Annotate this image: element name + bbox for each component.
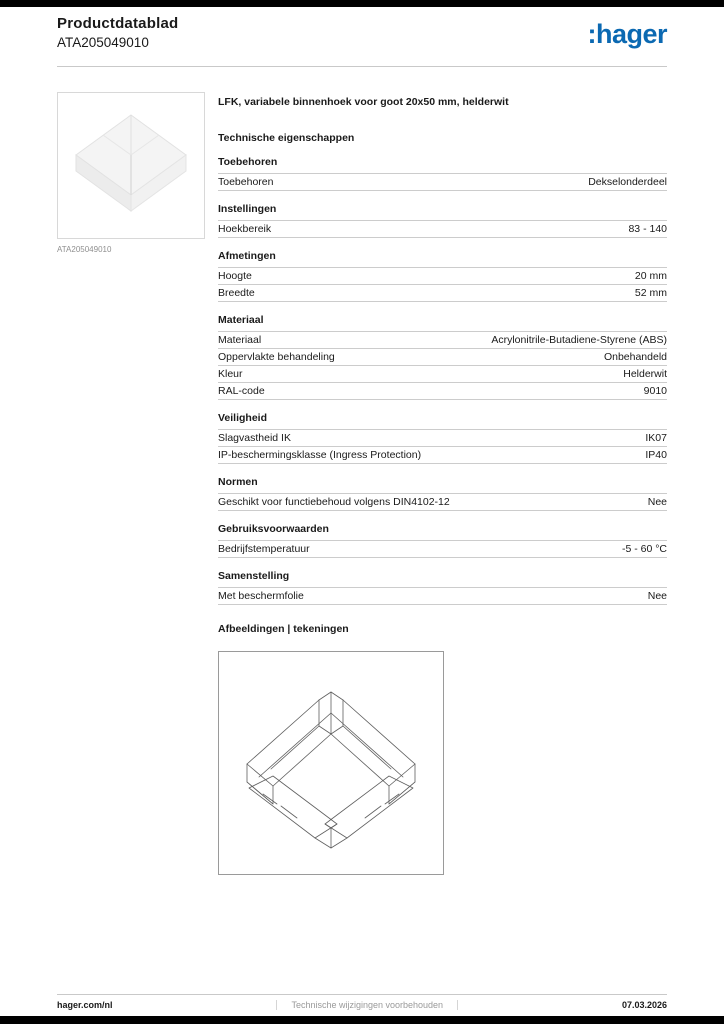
spec-row (218, 267, 667, 284)
product-photo-image (58, 93, 204, 238)
spec-row (218, 173, 667, 191)
spec-row (218, 493, 667, 511)
section-heading: Instellingen (218, 203, 277, 215)
product-photo-caption: ATA205049010 (57, 245, 112, 254)
spec-label: Oppervlakte behandeling (218, 350, 335, 363)
footer-website-link[interactable]: hager.com/nl (57, 1000, 113, 1010)
spec-value: 20 mm (634, 269, 667, 282)
spec-section (218, 156, 667, 191)
section-heading: Normen (218, 476, 258, 488)
product-description-title: LFK, variabele binnenhoek voor goot 20x50 mm, helderwit (218, 96, 509, 108)
spec-label: Bedrijfstemperatuur (218, 542, 310, 555)
product-photo (57, 92, 205, 239)
spec-row (218, 540, 667, 558)
spec-row (218, 220, 667, 238)
spec-value: Acrylonitrile-Butadiene-Styrene (ABS) (491, 333, 667, 346)
top-black-bar (0, 0, 724, 7)
product-id: ATA205049010 (57, 35, 149, 50)
spec-value: 52 mm (634, 286, 667, 299)
spec-label: IP-beschermingsklasse (Ingress Protection) (218, 448, 422, 461)
spec-value: IK07 (645, 431, 667, 444)
spec-section (218, 250, 667, 302)
images-drawings-heading: Afbeeldingen | tekeningen (218, 623, 349, 635)
spec-value: Helderwit (623, 367, 667, 380)
spec-row (218, 429, 667, 446)
spec-section (218, 476, 667, 511)
spec-value: IP40 (645, 448, 667, 461)
spec-row (218, 365, 667, 382)
spec-row (218, 284, 667, 302)
section-heading: Toebehoren (218, 156, 278, 168)
spec-value: Nee (647, 495, 667, 508)
spec-section (218, 412, 667, 464)
spec-value: -5 - 60 °C (621, 542, 667, 555)
section-heading: Veiligheid (218, 412, 268, 424)
spec-row (218, 382, 667, 400)
technical-drawing-frame (218, 651, 444, 875)
footer-disclaimer: Technische wijzigingen voorbehouden (276, 1000, 458, 1010)
technical-drawing (219, 652, 443, 874)
page-header (57, 15, 667, 63)
spec-label: Slagvastheid IK (218, 431, 291, 444)
spec-value: 83 - 140 (628, 222, 667, 235)
section-heading: Afmetingen (218, 250, 276, 262)
section-heading: Samenstelling (218, 570, 290, 582)
document-type-title: Productdatablad (57, 15, 179, 32)
spec-value: Onbehandeld (603, 350, 667, 363)
spec-value: Nee (647, 589, 667, 602)
bottom-black-bar (0, 1016, 724, 1024)
spec-label: Geschikt voor functiebehoud volgens DIN4102-12 (218, 495, 450, 508)
spec-label: Met beschermfolie (218, 589, 304, 602)
spec-label: Breedte (218, 286, 255, 299)
section-heading: Gebruiksvoorwaarden (218, 523, 329, 535)
spec-row (218, 331, 667, 348)
spec-section (218, 523, 667, 558)
spec-section (218, 314, 667, 400)
spec-label: Materiaal (218, 333, 262, 346)
section-heading: Materiaal (218, 314, 264, 326)
spec-label: Hoekbereik (218, 222, 272, 235)
spec-sections (218, 156, 667, 605)
page-footer (57, 994, 667, 1010)
spec-row (218, 587, 667, 605)
spec-label: Hoogte (218, 269, 252, 282)
tech-properties-heading: Technische eigenschappen (218, 132, 355, 144)
spec-section (218, 570, 667, 605)
hager-logo: :hager (587, 19, 667, 49)
spec-label: Toebehoren (218, 175, 274, 188)
spec-label: RAL-code (218, 384, 265, 397)
spec-label: Kleur (218, 367, 243, 380)
header-divider (57, 66, 667, 67)
spec-row (218, 348, 667, 365)
main-content (218, 96, 667, 875)
spec-row (218, 446, 667, 464)
spec-value: Dekselonderdeel (588, 175, 667, 188)
footer-date: 07.03.2026 (621, 1000, 667, 1010)
spec-value: 9010 (643, 384, 667, 397)
spec-section (218, 203, 667, 238)
